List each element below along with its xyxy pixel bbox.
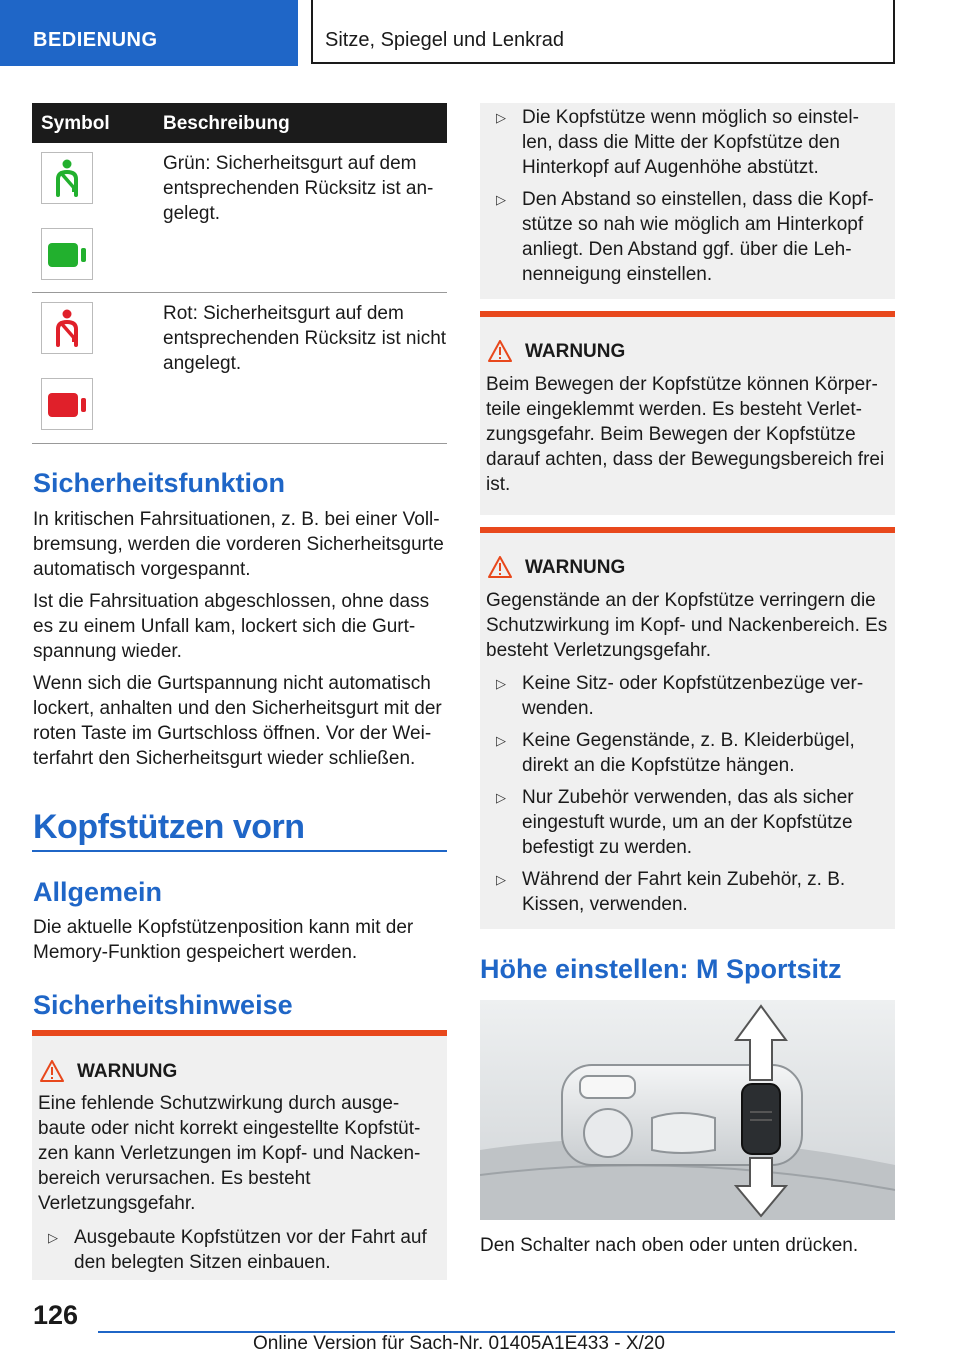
- headrests-heading: Kopfstützen vorn: [33, 808, 305, 846]
- warning-text: Gegenstände an der Kopfstütze verringern die Schutzwirkung im Kopf- und Nackenbereich. Es besteht Verletzungsgefahr.: [486, 590, 888, 661]
- height-adjust-heading: Höhe einstellen: M Sportsitz: [480, 954, 842, 984]
- warning-box-1: [32, 1030, 447, 1280]
- indicator-red-icon: [41, 378, 93, 430]
- row-green-text: Grün: Sicherheitsgurt auf dem entsprechenden Rücksitz ist angelegt.: [163, 153, 434, 224]
- bullet-triangle-icon: ▷: [496, 872, 506, 887]
- table-header: [32, 103, 447, 143]
- list-item: ▷ Keine Sitz- oder Kopfstützenbezüge verwenden.: [496, 673, 864, 719]
- general-text: Die aktuelle Kopfstützenposition kann mit der Memory-Funktion gespeichert werden.: [33, 917, 414, 963]
- row-red-text: Rot: Sicherheitsgurt auf dem entsprechenden Rücksitz ist nicht angelegt.: [163, 303, 447, 374]
- warning-label: WARNUNG: [77, 1061, 178, 1082]
- warning-text: Eine fehlende Schutzwirkung durch ausgebaute oder nicht korrekt eingestellte Kopfstützen kann Verletzungen im Kopf- und Nackenbereich verursachen. Es besteht Verletzungsgefahr.: [38, 1093, 421, 1214]
- page-number: 126: [33, 1300, 79, 1330]
- list-item: ▷ Den Abstand so einstellen, dass die Kopfstütze so nah wie möglich am Hinterkopf anliegt. Den Abstand ggf. über die Lehnenneigung einstellen.: [496, 189, 874, 285]
- footer-online-version: Online Version für Sach-Nr. 01405A1E433 - X/20: [253, 1333, 665, 1354]
- bullet-triangle-icon: ▷: [496, 733, 506, 748]
- warning-bar: [480, 311, 895, 317]
- warning-icon: [488, 556, 512, 583]
- bullet-triangle-icon: ▷: [496, 110, 506, 125]
- list-item: ▷ Ausgebaute Kopfstützen vor der Fahrt auf den belegten Sitzen einbauen.: [48, 1227, 427, 1273]
- warning-box-2: [480, 311, 895, 515]
- warning-bar: [480, 527, 895, 533]
- bullet-triangle-icon: ▷: [48, 1230, 58, 1245]
- list-item: ▷ Während der Fahrt kein Zubehör, z. B. Kissen, verwenden.: [496, 869, 846, 915]
- chapter-title: Sitze, Spiegel und Lenkrad: [311, 0, 895, 64]
- warning-label: WARNUNG: [525, 557, 626, 578]
- list-item: ▷ Nur Zubehör verwenden, das als sicher eingestuft wurde, um an der Kopfstütze befestigt zu werden.: [496, 787, 854, 858]
- bullet-triangle-icon: ▷: [496, 192, 506, 207]
- warning-box-3: [480, 527, 895, 929]
- table-row-divider: [32, 292, 447, 293]
- bullet-triangle-icon: ▷: [496, 790, 506, 805]
- table-bottom-rule: [32, 443, 447, 444]
- warning-icon: [40, 1060, 64, 1087]
- seatbelt-red-icon: [41, 302, 93, 354]
- safety-function-p3: Wenn sich die Gurtspannung nicht automatisch lockert, anhalten und den Sicherheitsgurt mit der roten Taste im Gurtschloss öffnen. Vor der Weiterfahrt den Sicherheitsgurt wieder schließen.: [33, 673, 442, 769]
- safety-function-heading: Sicherheitsfunktion: [33, 468, 286, 498]
- seatbelt-green-icon: [41, 152, 93, 204]
- indicator-green-icon: [41, 228, 93, 280]
- warning-label: WARNUNG: [525, 341, 626, 362]
- height-adjust-caption: Den Schalter nach oben oder unten drücken.: [480, 1235, 859, 1256]
- warning-icon: [488, 340, 512, 367]
- adjust-tips-box: [480, 103, 895, 299]
- list-item: ▷ Die Kopfstütze wenn möglich so einstellen, dass die Mitte der Kopfstütze den Hinterkopf auf Augenhöhe abstützt.: [496, 107, 859, 178]
- col-description: Beschreibung: [163, 113, 290, 134]
- safety-function-p2: Ist die Fahrsituation abgeschlossen, ohne dass es zu einem Unfall kam, lockert sich die Gurtspannung wieder.: [33, 591, 430, 662]
- warning-bar: [32, 1030, 447, 1036]
- section-label: BEDIENUNG: [0, 0, 298, 66]
- col-symbol: Symbol: [41, 113, 110, 134]
- heading-underline: [32, 850, 447, 852]
- safety-function-p1: In kritischen Fahrsituationen, z. B. bei einer Vollbremsung, werden die vorderen Sicherheitsgurte automatisch vorgespannt.: [33, 509, 444, 580]
- warning-text: Beim Bewegen der Kopfstütze können Körperteile eingeklemmt werden. Es besteht Verletzungsgefahr. Beim Bewegen der Kopfstütze darauf achten, dass der Bewegungsbereich frei ist.: [486, 374, 885, 495]
- list-item: ▷ Keine Gegenstände, z. B. Kleiderbügel, direkt an die Kopfstütze hängen.: [496, 730, 855, 776]
- bullet-triangle-icon: ▷: [496, 676, 506, 691]
- seat-switch-illustration: [480, 1000, 895, 1220]
- safety-notes-heading: Sicherheitshinweise: [33, 990, 293, 1020]
- general-heading: Allgemein: [33, 877, 163, 907]
